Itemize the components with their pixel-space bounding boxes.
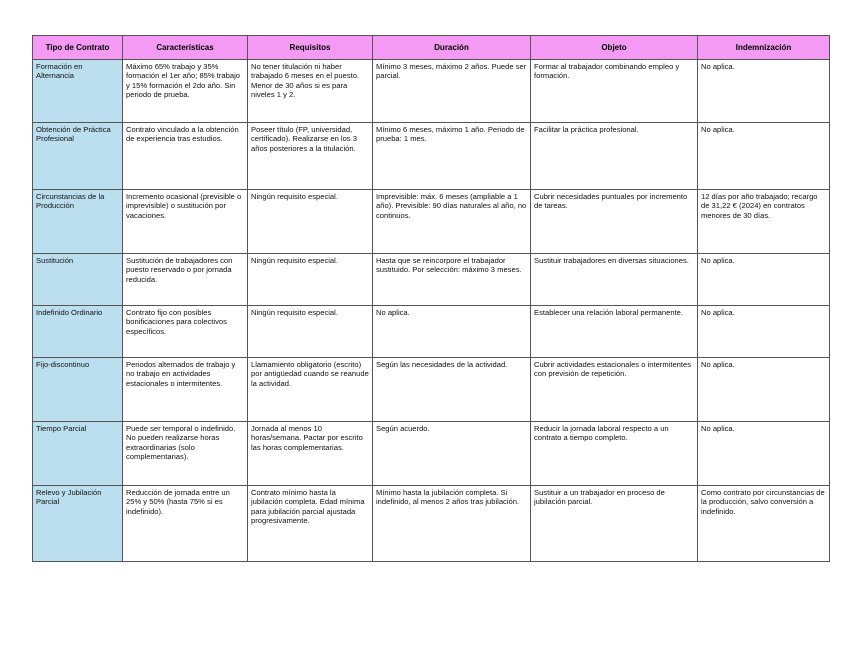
cell-indemnizacion: No aplica. — [698, 422, 830, 486]
cell-tipo: Indefinido Ordinario — [33, 306, 123, 358]
cell-requisitos: Contrato mínimo hasta la jubilación completa. Edad mínima para jubilación parcial ajustada progresivamente. — [248, 486, 373, 562]
cell-tipo: Relevo y Jubilación Parcial — [33, 486, 123, 562]
cell-caracteristicas: Sustitución de trabajadores con puesto reservado o por jornada reducida. — [123, 254, 248, 306]
cell-tipo: Tiempo Parcial — [33, 422, 123, 486]
cell-indemnizacion: No aplica. — [698, 60, 830, 123]
cell-caracteristicas: Puede ser temporal o indefinido. No pueden realizarse horas extraordinarias (solo complementarias). — [123, 422, 248, 486]
cell-duracion: Mínimo 6 meses, máximo 1 año. Periodo de prueba: 1 mes. — [373, 123, 531, 190]
cell-objeto: Establecer una relación laboral permanente. — [531, 306, 698, 358]
table-row — [33, 254, 830, 306]
cell-tipo: Fijo-discontinuo — [33, 358, 123, 422]
table-row — [33, 422, 830, 486]
cell-objeto: Sustituir a un trabajador en proceso de jubilación parcial. — [531, 486, 698, 562]
cell-tipo: Circunstancias de la Producción — [33, 190, 123, 254]
header-requisitos: Requisitos — [248, 36, 373, 60]
cell-caracteristicas: Contrato fijo con posibles bonificaciones para colectivos específicos. — [123, 306, 248, 358]
contract-types-table — [32, 35, 830, 562]
cell-indemnizacion: No aplica. — [698, 254, 830, 306]
cell-requisitos: Ningún requisito especial. — [248, 190, 373, 254]
cell-caracteristicas: Contrato vinculado a la obtención de experiencia tras estudios. — [123, 123, 248, 190]
cell-objeto: Cubrir necesidades puntuales por incremento de tareas. — [531, 190, 698, 254]
cell-requisitos: Poseer título (FP, universidad, certificado). Realizarse en los 3 años posteriores a la titulación. — [248, 123, 373, 190]
cell-requisitos: Ningún requisito especial. — [248, 306, 373, 358]
cell-indemnizacion: 12 días por año trabajado; recargo de 31,22 € (2024) en contratos menores de 30 días. — [698, 190, 830, 254]
cell-indemnizacion: Como contrato por circunstancias de la producción, salvo conversión a indefinido. — [698, 486, 830, 562]
header-duracion: Duración — [373, 36, 531, 60]
cell-duracion: Mínimo 3 meses, máximo 2 años. Puede ser parcial. — [373, 60, 531, 123]
table-header-row — [33, 36, 830, 60]
table-row — [33, 123, 830, 190]
cell-duracion: Según acuerdo. — [373, 422, 531, 486]
header-tipo-contrato: Tipo de Contrato — [33, 36, 123, 60]
cell-objeto: Sustituir trabajadores en diversas situaciones. — [531, 254, 698, 306]
cell-caracteristicas: Incremento ocasional (previsible o imprevisible) o sustitución por vacaciones. — [123, 190, 248, 254]
cell-duracion: No aplica. — [373, 306, 531, 358]
table-row — [33, 486, 830, 562]
cell-objeto: Reducir la jornada laboral respecto a un contrato a tiempo completo. — [531, 422, 698, 486]
cell-tipo: Formación en Alternancia — [33, 60, 123, 123]
cell-tipo: Obtención de Práctica Profesional — [33, 123, 123, 190]
cell-indemnizacion: No aplica. — [698, 306, 830, 358]
header-objeto: Objeto — [531, 36, 698, 60]
cell-duracion: Mínimo hasta la jubilación completa. Si indefinido, al menos 2 años tras jubilación. — [373, 486, 531, 562]
header-caracteristicas: Características — [123, 36, 248, 60]
cell-objeto: Formar al trabajador combinando empleo y formación. — [531, 60, 698, 123]
cell-caracteristicas: Reducción de jornada entre un 25% y 50% (hasta 75% si es indefinido). — [123, 486, 248, 562]
table-row — [33, 306, 830, 358]
table-row — [33, 60, 830, 123]
cell-duracion: Hasta que se reincorpore el trabajador sustituido. Por selección: máximo 3 meses. — [373, 254, 531, 306]
cell-duracion: Según las necesidades de la actividad. — [373, 358, 531, 422]
cell-indemnizacion: No aplica. — [698, 123, 830, 190]
table-row — [33, 190, 830, 254]
cell-indemnizacion: No aplica. — [698, 358, 830, 422]
header-indemnizacion: Indemnización — [698, 36, 830, 60]
cell-duracion: Imprevisible: máx. 6 meses (ampliable a 1 año). Previsible: 90 días naturales al año, no continuos. — [373, 190, 531, 254]
cell-objeto: Facilitar la práctica profesional. — [531, 123, 698, 190]
cell-requisitos: Jornada al menos 10 horas/semana. Pactar por escrito las horas complementarias. — [248, 422, 373, 486]
table-row — [33, 358, 830, 422]
cell-requisitos: Ningún requisito especial. — [248, 254, 373, 306]
cell-tipo: Sustitución — [33, 254, 123, 306]
cell-caracteristicas: Máximo 65% trabajo y 35% formación el 1er año; 85% trabajo y 15% formación el 2do año. Sin periodo de prueba. — [123, 60, 248, 123]
cell-requisitos: No tener titulación ni haber trabajado 6 meses en el puesto. Menor de 30 años si es para niveles 1 y 2. — [248, 60, 373, 123]
cell-caracteristicas: Periodos alternados de trabajo y no trabajo en actividades estacionales o intermitentes. — [123, 358, 248, 422]
cell-requisitos: Llamamiento obligatorio (escrito) por antigüedad cuando se reanude la actividad. — [248, 358, 373, 422]
cell-objeto: Cubrir actividades estacionales o intermitentes con previsión de repetición. — [531, 358, 698, 422]
